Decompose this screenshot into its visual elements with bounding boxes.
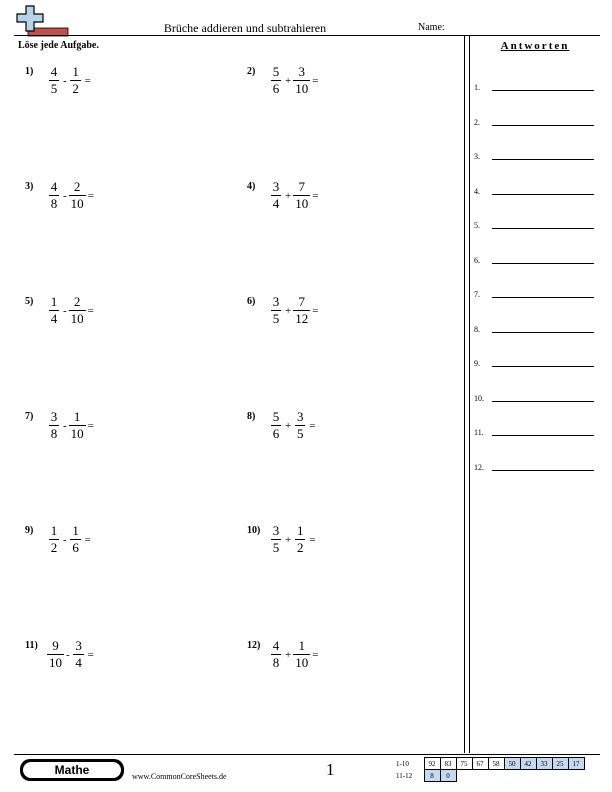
- equals-sign: =: [312, 305, 319, 317]
- answer-number: 11.: [474, 428, 484, 437]
- answer-number: 6.: [474, 255, 480, 265]
- numerator: 7: [298, 294, 305, 309]
- fraction-a: [47, 179, 61, 212]
- score-cell: 0: [440, 770, 456, 782]
- numerator: 1: [296, 523, 304, 538]
- operator: +: [285, 420, 292, 432]
- subject-badge-label: Mathe: [23, 762, 121, 778]
- problem: [247, 523, 447, 559]
- problem-number: 9): [25, 525, 34, 536]
- answer-line[interactable]: [474, 389, 594, 403]
- score-row-label: 11-12: [396, 771, 413, 780]
- header-rule: [14, 35, 600, 36]
- score-cell: 42: [520, 758, 536, 770]
- score-row-label: 1-10: [396, 759, 409, 768]
- problem: [25, 523, 225, 559]
- problem: [25, 64, 225, 100]
- numerator: 3: [50, 409, 58, 424]
- fraction-a: [47, 523, 61, 556]
- denominator: 2: [50, 540, 58, 555]
- denominator: 8: [50, 196, 58, 211]
- problem-number: 11): [25, 640, 38, 651]
- problem-expression: [47, 638, 94, 671]
- fraction-a: [47, 409, 61, 442]
- score-row: [396, 758, 584, 770]
- denominator: 6: [72, 540, 79, 555]
- problem-expression: [269, 523, 315, 556]
- fraction-a: [47, 638, 64, 671]
- fraction-b: [69, 409, 86, 442]
- answer-blank[interactable]: [492, 401, 594, 402]
- numerator: 5: [272, 409, 280, 424]
- fraction-b: [293, 294, 310, 327]
- numerator: 3: [298, 64, 305, 79]
- fraction-b: [69, 64, 83, 97]
- denominator: 5: [296, 426, 304, 441]
- answer-line[interactable]: [474, 251, 594, 265]
- score-cell: 50: [504, 758, 520, 770]
- denominator: 10: [295, 196, 309, 211]
- denominator: 12: [295, 311, 309, 326]
- denominator: 8: [50, 426, 58, 441]
- score-cell: 25: [552, 758, 568, 770]
- fraction-b: [72, 638, 86, 671]
- answer-blank[interactable]: [492, 90, 594, 91]
- fraction-b: [293, 179, 310, 212]
- problem-number: 1): [25, 66, 34, 77]
- denominator: 5: [272, 311, 280, 326]
- equals-sign: =: [84, 75, 91, 87]
- answer-line[interactable]: [474, 147, 594, 161]
- problem-expression: [269, 638, 318, 671]
- answer-blank[interactable]: [492, 125, 594, 126]
- operator: +: [285, 305, 292, 317]
- answer-number: 10.: [474, 393, 484, 403]
- equals-sign: =: [312, 75, 319, 87]
- fraction-a: [269, 409, 283, 442]
- denominator: 5: [272, 540, 280, 555]
- denominator: 4: [75, 655, 82, 670]
- problem: [247, 409, 447, 445]
- worksheet-title: Brüche addieren und subtrahieren: [163, 21, 327, 35]
- numerator: 1: [72, 523, 79, 538]
- fraction-b: [69, 179, 86, 212]
- fraction-a: [269, 638, 283, 671]
- problem: [25, 409, 225, 445]
- answer-line[interactable]: [474, 113, 594, 127]
- answer-number: 3.: [474, 152, 480, 161]
- answers-title: Antworten: [500, 40, 570, 52]
- problem-number: 5): [25, 296, 34, 307]
- numerator: 3: [272, 179, 280, 194]
- answer-line[interactable]: [474, 216, 594, 230]
- fraction-a: [47, 64, 61, 97]
- denominator: 4: [272, 196, 280, 211]
- problem: [247, 64, 447, 100]
- site-url: www.CommonCoreSheets.de: [132, 772, 227, 781]
- operator: +: [285, 534, 292, 546]
- answer-blank[interactable]: [492, 228, 594, 229]
- answer-number: 8.: [474, 324, 480, 334]
- operator: +: [285, 75, 292, 87]
- numerator: 2: [73, 179, 81, 194]
- operator: +: [285, 649, 292, 661]
- problem: [247, 638, 447, 674]
- answer-line[interactable]: [474, 458, 594, 472]
- operator: -: [63, 190, 67, 202]
- equals-sign: =: [312, 649, 319, 661]
- equals-sign: =: [87, 190, 94, 202]
- equals-sign: =: [309, 534, 316, 546]
- answer-blank[interactable]: [492, 470, 594, 471]
- problem: [25, 179, 225, 215]
- score-table: [396, 757, 585, 782]
- problem: [25, 294, 225, 330]
- answer-number: 7.: [474, 290, 480, 299]
- score-cell: 8: [424, 770, 440, 782]
- operator: -: [63, 534, 67, 546]
- problem: [247, 294, 447, 330]
- answer-blank[interactable]: [492, 435, 594, 436]
- score-cell: 17: [568, 758, 584, 770]
- score-row: [396, 770, 584, 782]
- denominator: 10: [49, 655, 62, 670]
- fraction-b: [69, 523, 83, 556]
- problem-number: 7): [25, 411, 34, 422]
- denominator: 10: [70, 426, 84, 441]
- instructions: Löse jede Aufgabe.: [18, 40, 99, 51]
- answer-blank[interactable]: [492, 332, 594, 333]
- denominator: 5: [50, 81, 58, 96]
- answer-number: 4.: [474, 186, 480, 196]
- answer-number: 5.: [474, 221, 480, 230]
- equals-sign: =: [312, 190, 319, 202]
- problem-number: 2): [247, 66, 256, 77]
- answer-line[interactable]: [474, 78, 594, 92]
- equals-sign: =: [87, 420, 94, 432]
- fraction-a: [269, 64, 283, 97]
- answer-line[interactable]: [474, 285, 594, 299]
- numerator: 1: [50, 523, 58, 538]
- numerator: 1: [50, 294, 58, 309]
- problem-number: 6): [247, 296, 256, 307]
- problem: [247, 179, 447, 215]
- equals-sign: =: [309, 420, 316, 432]
- fraction-b: [293, 64, 310, 97]
- fraction-b: [293, 523, 307, 556]
- problem: [25, 638, 225, 674]
- denominator: 10: [70, 311, 84, 326]
- answer-number: 1.: [474, 83, 480, 92]
- numerator: 1: [73, 409, 81, 424]
- denominator: 8: [272, 655, 280, 670]
- fraction-a: [269, 294, 283, 327]
- operator: +: [285, 190, 292, 202]
- denominator: 6: [272, 426, 280, 441]
- page-number: 1: [326, 760, 335, 779]
- denominator: 2: [296, 540, 304, 555]
- answer-blank[interactable]: [492, 263, 594, 264]
- score-cell: 75: [456, 758, 472, 770]
- numerator: 1: [72, 64, 79, 79]
- numerator: 4: [272, 638, 280, 653]
- denominator: 10: [70, 196, 84, 211]
- answer-number: 12.: [474, 462, 484, 472]
- equals-sign: =: [87, 305, 94, 317]
- denominator: 10: [295, 655, 309, 670]
- fraction-b: [69, 294, 86, 327]
- problem-expression: [269, 179, 318, 212]
- problem-number: 3): [25, 181, 34, 192]
- answer-line[interactable]: [474, 182, 594, 196]
- problem-number: 10): [247, 525, 261, 536]
- numerator: 4: [50, 64, 58, 79]
- problem-expression: [269, 294, 318, 327]
- numerator: 1: [298, 638, 305, 653]
- column-divider: [464, 36, 470, 753]
- answer-line[interactable]: [474, 320, 594, 334]
- operator: -: [66, 649, 70, 661]
- denominator: 4: [50, 311, 58, 326]
- equals-sign: =: [87, 649, 94, 661]
- problem-expression: [47, 179, 94, 212]
- fraction-b: [293, 409, 307, 442]
- subject-badge: [20, 759, 124, 781]
- operator: -: [63, 305, 67, 317]
- numerator: 2: [73, 294, 81, 309]
- numerator: 3: [296, 409, 304, 424]
- operator: -: [63, 75, 67, 87]
- fraction-a: [47, 294, 61, 327]
- name-label: Name:: [418, 22, 445, 33]
- denominator: 6: [272, 81, 280, 96]
- footer-rule: [14, 754, 600, 755]
- denominator: 2: [72, 81, 79, 96]
- score-cell: 67: [472, 758, 488, 770]
- fraction-b: [293, 638, 310, 671]
- problem-expression: [47, 294, 94, 327]
- problem-number: 8): [247, 411, 256, 422]
- answer-blank[interactable]: [492, 297, 594, 298]
- numerator: 3: [272, 294, 280, 309]
- operator: -: [63, 420, 67, 432]
- problem-number: 12): [247, 640, 261, 651]
- answer-blank[interactable]: [492, 366, 594, 367]
- problem-expression: [269, 409, 315, 442]
- problem-expression: [269, 64, 318, 97]
- answer-line[interactable]: [474, 354, 594, 368]
- denominator: 10: [295, 81, 309, 96]
- problem-expression: [47, 409, 94, 442]
- numerator: 5: [272, 64, 280, 79]
- score-cell: 83: [440, 758, 456, 770]
- numerator: 3: [75, 638, 82, 653]
- problem-expression: [47, 64, 91, 97]
- score-cell: 92: [424, 758, 440, 770]
- score-cell: 33: [536, 758, 552, 770]
- answer-line[interactable]: [474, 423, 594, 437]
- answer-blank[interactable]: [492, 159, 594, 160]
- numerator: 7: [298, 179, 305, 194]
- numerator: 3: [272, 523, 280, 538]
- numerator: 9: [52, 638, 59, 653]
- score-cell: 58: [488, 758, 504, 770]
- equals-sign: =: [84, 534, 91, 546]
- problem-number: 4): [247, 181, 256, 192]
- fraction-a: [269, 179, 283, 212]
- answer-number: 9.: [474, 359, 480, 368]
- answer-number: 2.: [474, 117, 480, 127]
- answer-blank[interactable]: [492, 194, 594, 195]
- problem-expression: [47, 523, 91, 556]
- numerator: 4: [50, 179, 58, 194]
- fraction-a: [269, 523, 283, 556]
